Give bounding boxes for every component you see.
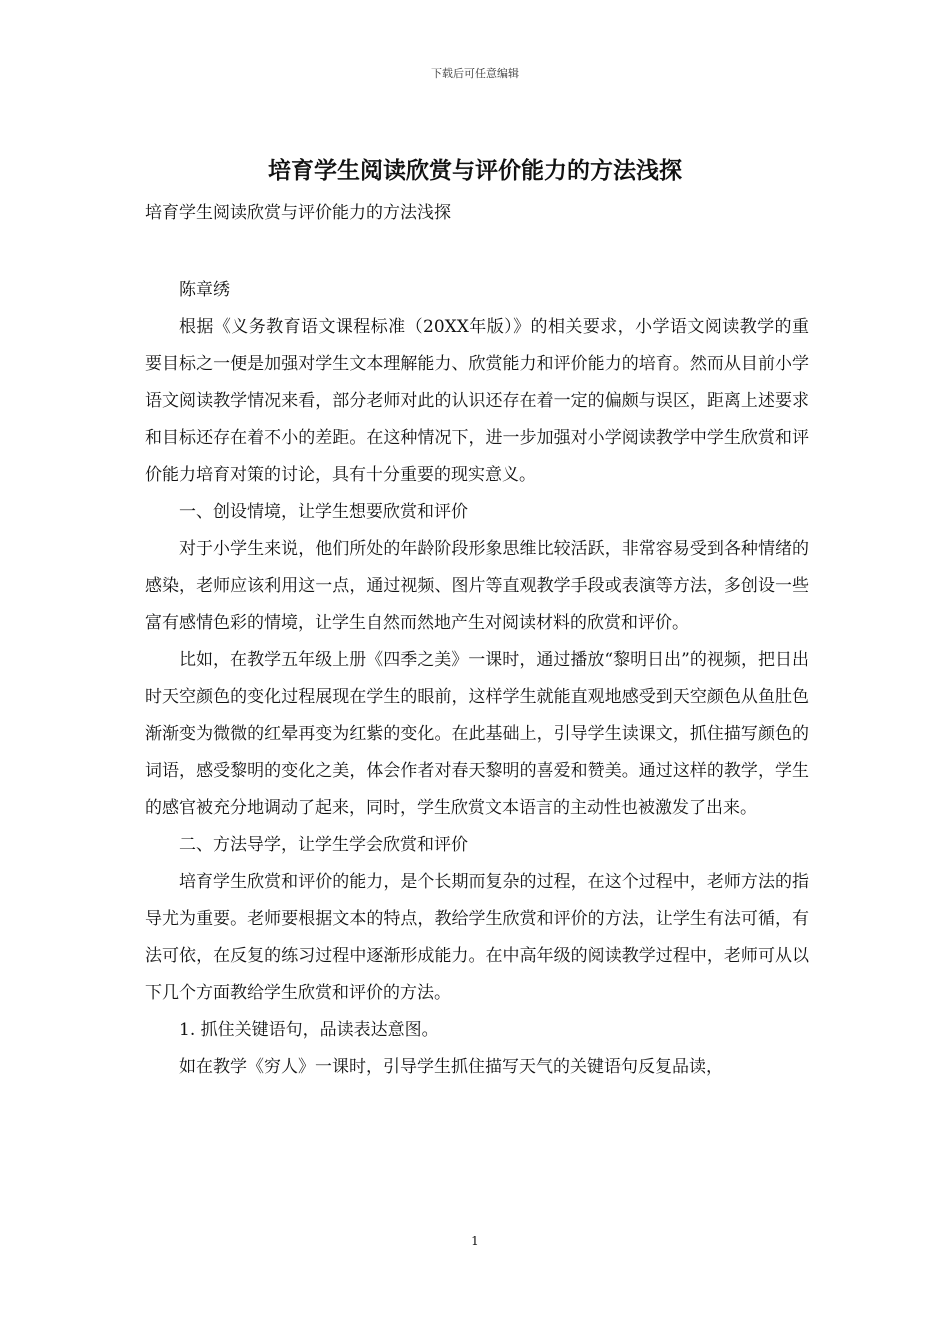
page-number: 1	[471, 1234, 479, 1248]
body-paragraph: 比如，在教学五年级上册《四季之美》一课时，通过播放“黎明日出”的视频，把日出时天空颜色的变化过程展现在学生的眼前，这样学生就能直观地感受到天空颜色从鱼肚色渐渐变为微微的红晕再变为红紫的变化。在此基础上，引导学生读课文，抓住描写颜色的词语，感受黎明的变化之美，体会作者对春天黎明的喜爱和赞美。通过这样的教学，学生的感官被充分地调动了起来，同时，学生欣赏文本语言的主动性也被激发了出来。	[145, 650, 809, 818]
section-heading: 二、方法导学，让学生学会欣赏和评价	[179, 835, 468, 855]
body-paragraph: 根据《义务教育语文课程标准（20XX年版）》的相关要求，小学语文阅读教学的重要目标之一便是加强对学生文本理解能力、欣赏能力和评价能力的培育。然而从目前小学语文阅读教学情况来看，部分老师对此的认识还存在着一定的偏颇与误区，距离上述要求和目标还存在着不小的差距。在这种情况下，进一步加强对小学阅读教学中学生欣赏和评价能力培育对策的讨论，具有十分重要的现实意义。	[145, 317, 809, 485]
document-subtitle: 培育学生阅读欣赏与评价能力的方法浅探	[145, 203, 451, 223]
document-title: 培育学生阅读欣赏与评价能力的方法浅探	[268, 157, 682, 184]
body-paragraph: 对于小学生来说，他们所处的年龄阶段形象思维比较活跃，非常容易受到各种情绪的感染，老师应该利用这一点，通过视频、图片等直观教学手段或表演等方法，多创设一些富有感情色彩的情境，让学生自然而然地产生对阅读材料的欣赏和评价。	[145, 539, 809, 633]
subsection-heading: 1. 抓住关键语句，品读表达意图。	[179, 1020, 439, 1040]
body-paragraph: 培育学生欣赏和评价的能力，是个长期而复杂的过程，在这个过程中，老师方法的指导尤为重要。老师要根据文本的特点，教给学生欣赏和评价的方法，让学生有法可循，有法可依，在反复的练习过程中逐渐形成能力。在中高年级的阅读教学过程中，老师可从以下几个方面教给学生欣赏和评价的方法。	[145, 872, 809, 1003]
section-heading: 一、创设情境，让学生想要欣赏和评价	[179, 502, 468, 522]
body-paragraph: 如在教学《穷人》一课时，引导学生抓住描写天气的关键语句反复品读，	[179, 1057, 723, 1077]
author-line: 陈章绣	[179, 280, 230, 300]
document-body	[145, 272, 809, 1086]
page-header-note: 下载后可任意编辑	[431, 67, 519, 80]
